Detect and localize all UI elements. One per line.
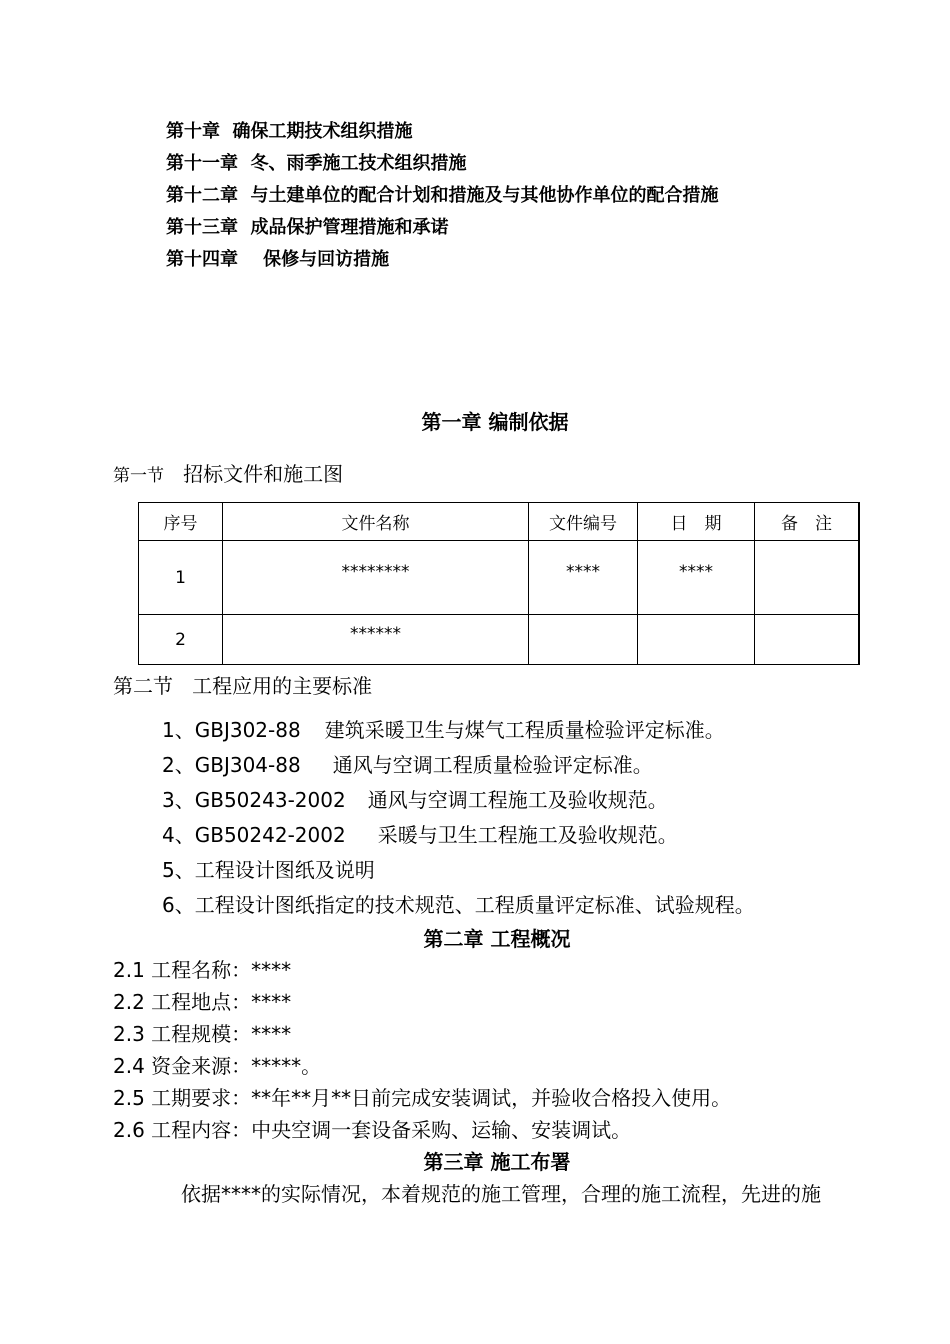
standard-code: GBJ304-88 bbox=[194, 753, 301, 777]
toc-chapter: 第十一章 bbox=[166, 153, 238, 174]
list-item: 2.4 资金来源：*****。 bbox=[113, 1054, 322, 1078]
section-1-heading bbox=[113, 458, 343, 487]
toc-title: 与土建单位的配合计划和措施及与其他协作单位的配合措施 bbox=[250, 185, 719, 206]
table-cell: 1 bbox=[139, 541, 223, 615]
standard-text: 工程设计图纸及说明 bbox=[194, 858, 375, 882]
toc-chapter: 第十二章 bbox=[166, 185, 238, 206]
toc-chapter: 第十章 bbox=[166, 121, 220, 142]
table-cell: **** bbox=[529, 541, 638, 615]
toc-chapter: 第十三章 bbox=[166, 217, 238, 238]
table-cell: ****** bbox=[223, 615, 529, 665]
toc-title: 冬、雨季施工技术组织措施 bbox=[250, 153, 467, 174]
table-cell: **** bbox=[638, 541, 755, 615]
section-1-title: 招标文件和施工图 bbox=[183, 462, 344, 486]
toc-item bbox=[166, 245, 389, 271]
standard-num: 4、 bbox=[162, 823, 195, 847]
section-2-label: 第二节 bbox=[113, 674, 173, 698]
list-item: 2.2 工程地点：**** bbox=[113, 990, 292, 1014]
toc-title: 保修与回访措施 bbox=[263, 249, 390, 270]
standard-code: GB50242-2002 bbox=[194, 823, 346, 847]
section-2-title: 工程应用的主要标准 bbox=[192, 674, 373, 698]
standard-code: GBJ302-88 bbox=[194, 718, 301, 742]
list-item bbox=[162, 854, 375, 883]
list-item bbox=[162, 714, 725, 743]
toc-item bbox=[166, 181, 719, 207]
table-header-row bbox=[139, 503, 860, 541]
table-header-cell: 序号 bbox=[139, 503, 223, 541]
toc-title: 成品保护管理措施和承诺 bbox=[250, 217, 449, 238]
list-item bbox=[162, 819, 678, 848]
toc-item bbox=[166, 149, 467, 175]
standard-text: 通风与空调工程质量检验评定标准。 bbox=[332, 753, 653, 777]
chapter-3-paragraph: 依据****的实际情况，本着规范的施工管理，合理的施工流程，先进的施 bbox=[181, 1182, 821, 1206]
table-row bbox=[139, 541, 860, 615]
table-cell bbox=[529, 615, 638, 665]
table-header-cell: 备 注 bbox=[755, 503, 860, 541]
toc-title: 确保工期技术组织措施 bbox=[232, 121, 413, 142]
table-cell: 2 bbox=[139, 615, 223, 665]
table-cell bbox=[755, 615, 860, 665]
toc-item bbox=[166, 213, 449, 239]
chapter-3-title: 第三章 施工布署 bbox=[423, 1150, 571, 1174]
table-header-cell: 日 期 bbox=[638, 503, 755, 541]
toc-chapter: 第十四章 bbox=[166, 249, 238, 270]
standard-num: 2、 bbox=[162, 753, 195, 777]
table-header-cell: 文件编号 bbox=[529, 503, 638, 541]
standard-num: 3、 bbox=[162, 788, 195, 812]
list-item bbox=[162, 889, 755, 918]
list-item bbox=[162, 784, 668, 813]
section-1-label: 第一节 bbox=[113, 466, 164, 486]
list-item bbox=[162, 749, 653, 778]
standard-num: 1、 bbox=[162, 718, 195, 742]
document-table bbox=[138, 502, 860, 665]
table-row bbox=[139, 615, 860, 665]
standard-text: 通风与空调工程施工及验收规范。 bbox=[367, 788, 668, 812]
table-header-cell: 文件名称 bbox=[223, 503, 529, 541]
list-item: 2.3 工程规模：**** bbox=[113, 1022, 292, 1046]
list-item: 2.6 工程内容：中央空调一套设备采购、运输、安装调试。 bbox=[113, 1118, 632, 1142]
table-cell bbox=[638, 615, 755, 665]
list-item: 2.1 工程名称：**** bbox=[113, 958, 292, 982]
standard-num: 6、 bbox=[162, 893, 195, 917]
chapter-2-title: 第二章 工程概况 bbox=[423, 927, 571, 951]
section-2-heading bbox=[113, 670, 372, 699]
standard-text: 建筑采暖卫生与煤气工程质量检验评定标准。 bbox=[324, 718, 725, 742]
standard-text: 采暖与卫生工程施工及验收规范。 bbox=[377, 823, 678, 847]
standard-num: 5、 bbox=[162, 858, 195, 882]
toc-item bbox=[166, 117, 413, 143]
table-cell: ******** bbox=[223, 541, 529, 615]
standard-text: 工程设计图纸指定的技术规范、工程质量评定标准、试验规程。 bbox=[194, 893, 755, 917]
chapter-1-title: 第一章 编制依据 bbox=[421, 410, 569, 434]
list-item: 2.5 工期要求：**年**月**日前完成安装调试，并验收合格投入使用。 bbox=[113, 1086, 732, 1110]
table-cell bbox=[755, 541, 860, 615]
standard-code: GB50243-2002 bbox=[194, 788, 346, 812]
